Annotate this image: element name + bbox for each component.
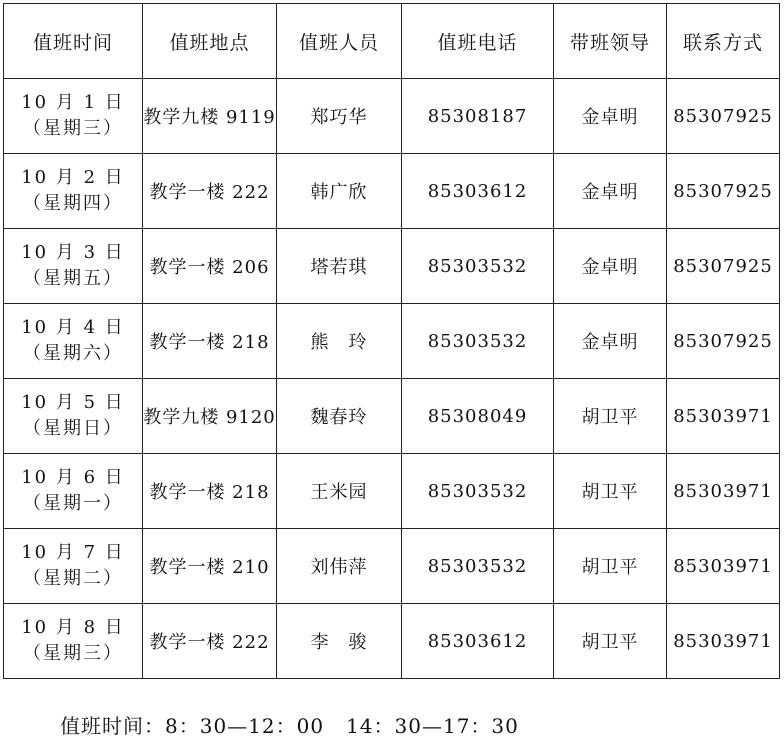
staff-cell: 郑巧华 — [277, 79, 402, 154]
afternoon-hours: 14：30—17：30 — [346, 714, 519, 738]
place-cell: 教学一楼 210 — [143, 529, 277, 604]
leader-cell: 金卓明 — [554, 304, 667, 379]
header-duty-staff: 值班人员 — [277, 4, 402, 79]
contact-cell: 85303971 — [667, 379, 780, 454]
header-duty-time: 值班时间 — [4, 4, 143, 79]
duty-hours-label: 值班时间： — [60, 714, 165, 738]
staff-cell: 刘伟萍 — [277, 529, 402, 604]
contact-cell: 85303971 — [667, 529, 780, 604]
leader-cell: 金卓明 — [554, 79, 667, 154]
place-cell: 教学九楼 9119 — [143, 79, 277, 154]
place-cell: 教学一楼 218 — [143, 304, 277, 379]
staff-cell: 王米园 — [277, 454, 402, 529]
table-row — [4, 454, 780, 529]
table-row — [4, 379, 780, 454]
phone-cell: 85303532 — [402, 304, 554, 379]
phone-cell: 85303612 — [402, 154, 554, 229]
contact-cell: 85303971 — [667, 454, 780, 529]
phone-cell: 85308049 — [402, 379, 554, 454]
duty-schedule-table — [3, 3, 780, 679]
weekday-text: （星期三） — [23, 118, 123, 139]
header-duty-place: 值班地点 — [143, 4, 277, 79]
phone-cell: 85303532 — [402, 229, 554, 304]
contact-cell: 85303971 — [667, 604, 780, 679]
morning-hours: 8：30—12：00 — [165, 714, 325, 738]
date-text: 10 月 1 日 — [21, 92, 125, 113]
date-text: 10 月 7 日 — [21, 542, 125, 563]
place-cell: 教学九楼 9120 — [143, 379, 277, 454]
weekday-text: （星期五） — [23, 268, 123, 289]
weekday-text: （星期日） — [23, 418, 123, 439]
date-cell — [4, 154, 143, 229]
phone-cell: 85303532 — [402, 454, 554, 529]
weekday-text: （星期二） — [23, 568, 123, 589]
date-text: 10 月 8 日 — [21, 617, 125, 638]
staff-cell: 韩广欣 — [277, 154, 402, 229]
leader-cell: 胡卫平 — [554, 454, 667, 529]
header-leader: 带班领导 — [554, 4, 667, 79]
header-duty-phone: 值班电话 — [402, 4, 554, 79]
contact-cell: 85307925 — [667, 79, 780, 154]
phone-cell: 85303612 — [402, 604, 554, 679]
place-cell: 教学一楼 218 — [143, 454, 277, 529]
table-header-row — [4, 4, 780, 79]
staff-cell: 李 骏 — [277, 604, 402, 679]
date-cell — [4, 529, 143, 604]
table-row — [4, 304, 780, 379]
contact-cell: 85307925 — [667, 154, 780, 229]
date-cell — [4, 229, 143, 304]
leader-cell: 胡卫平 — [554, 379, 667, 454]
duty-hours-note — [60, 710, 519, 739]
date-text: 10 月 5 日 — [21, 392, 125, 413]
weekday-text: （星期三） — [23, 643, 123, 664]
place-cell: 教学一楼 206 — [143, 229, 277, 304]
date-cell — [4, 379, 143, 454]
date-cell — [4, 604, 143, 679]
phone-cell: 85303532 — [402, 529, 554, 604]
contact-cell: 85307925 — [667, 229, 780, 304]
date-cell — [4, 79, 143, 154]
date-cell — [4, 454, 143, 529]
leader-cell: 胡卫平 — [554, 604, 667, 679]
date-text: 10 月 2 日 — [21, 167, 125, 188]
table-row — [4, 79, 780, 154]
date-cell — [4, 304, 143, 379]
weekday-text: （星期四） — [23, 193, 123, 214]
leader-cell: 金卓明 — [554, 229, 667, 304]
date-text: 10 月 4 日 — [21, 317, 125, 338]
date-text: 10 月 6 日 — [21, 467, 125, 488]
staff-cell: 魏春玲 — [277, 379, 402, 454]
leader-cell: 胡卫平 — [554, 529, 667, 604]
table-row — [4, 154, 780, 229]
weekday-text: （星期一） — [23, 493, 123, 514]
contact-cell: 85307925 — [667, 304, 780, 379]
place-cell: 教学一楼 222 — [143, 154, 277, 229]
phone-cell: 85308187 — [402, 79, 554, 154]
table-row — [4, 529, 780, 604]
leader-cell: 金卓明 — [554, 154, 667, 229]
weekday-text: （星期六） — [23, 343, 123, 364]
table-row — [4, 229, 780, 304]
place-cell: 教学一楼 222 — [143, 604, 277, 679]
table-row — [4, 604, 780, 679]
date-text: 10 月 3 日 — [21, 242, 125, 263]
staff-cell: 塔若琪 — [277, 229, 402, 304]
header-contact: 联系方式 — [667, 4, 780, 79]
staff-cell: 熊 玲 — [277, 304, 402, 379]
